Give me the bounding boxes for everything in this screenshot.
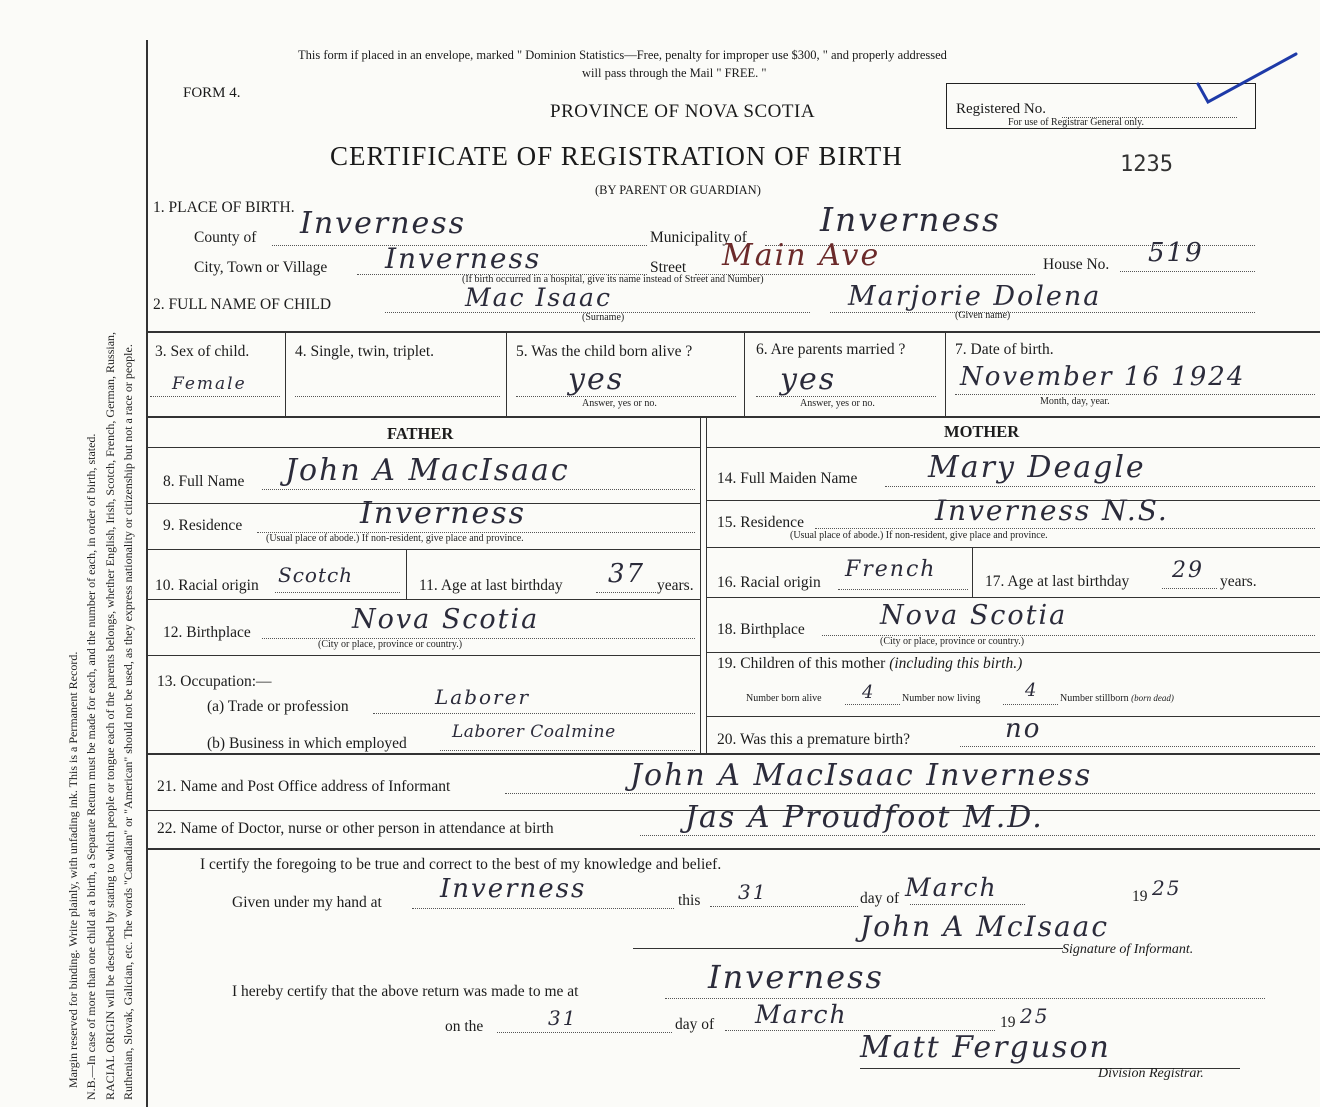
reg-year-prefix: 19 — [1000, 1014, 1016, 1031]
father-name-label: 8. Full Name — [163, 473, 245, 490]
father-years-label: years. — [657, 577, 694, 594]
informant-signature-label: Signature of Informant. — [1062, 942, 1194, 957]
date-of-birth-caption: Month, day, year. — [1040, 396, 1110, 407]
parents-married-value: yes — [780, 362, 837, 397]
registrar-use-note: For use of Registrar General only. — [1008, 117, 1144, 128]
city-value: Inverness — [385, 242, 542, 275]
mother-residence-value: Inverness N.S. — [935, 494, 1169, 527]
certify-statement: I certify the foregoing to be true and correct to the best of my knowledge and belief. — [200, 856, 722, 873]
mother-residence-label: 15. Residence — [717, 514, 804, 531]
informant-value: John A MacIsaac Inverness — [630, 758, 1093, 793]
given-place-value: Inverness — [440, 874, 587, 904]
parents-married-label: 6. Are parents married ? — [756, 341, 906, 358]
street-value: Main Ave — [722, 238, 881, 273]
margin-note-multiple-births: N.B.—In case of more than one child at a birth, a Separate Return must be made for each, and the number of each, in order of birth, stated. — [84, 433, 98, 1100]
day-of-label: day of — [860, 890, 900, 907]
born-alive-count-value: 4 — [862, 682, 876, 703]
mother-birthplace-caption: (City or place, province or country.) — [880, 636, 1025, 647]
mother-birthplace-value: Nova Scotia — [880, 600, 1068, 631]
living-count-label: Number now living — [902, 693, 981, 704]
stillborn-count-label — [1060, 693, 1174, 704]
born-alive-value: yes — [568, 362, 625, 397]
mother-race-label: 16. Racial origin — [717, 574, 821, 591]
house-no-value: 519 — [1148, 238, 1204, 268]
hospital-note: (If birth occurred in a hospital, give its name instead of Street and Number) — [462, 274, 764, 285]
mother-race-value: French — [845, 557, 937, 582]
father-residence-value: Inverness — [360, 496, 527, 531]
sex-label: 3. Sex of child. — [155, 343, 250, 360]
reg-year-value: 25 — [1020, 1004, 1050, 1028]
living-count-value: 4 — [1025, 680, 1039, 701]
given-under-label: Given under my hand at — [232, 894, 382, 911]
mother-heading: MOTHER — [944, 422, 1020, 441]
given-name-caption: (Given name) — [955, 310, 1011, 321]
place-of-birth-label: 1. PLACE OF BIRTH. — [153, 199, 295, 216]
county-label: County of — [194, 229, 257, 246]
reg-day-of-label: day of — [675, 1016, 715, 1033]
mother-years-label: years. — [1220, 573, 1257, 590]
province-heading: PROVINCE OF NOVA SCOTIA — [550, 101, 816, 122]
county-value: Inverness — [300, 206, 467, 241]
registrar-signature: Matt Ferguson — [860, 1030, 1111, 1065]
father-age-value: 37 — [608, 559, 646, 589]
father-abode-caption: (Usual place of abode.) If non-resident, give place and province. — [266, 533, 524, 544]
father-age-label: 11. Age at last birthday — [419, 577, 563, 594]
on-the-label: on the — [445, 1018, 484, 1035]
cert-day-value: 31 — [738, 880, 768, 904]
cert-month-value: March — [905, 873, 998, 902]
premature-value: no — [1005, 714, 1042, 744]
margin-note-racial-origin: RACIAL ORIGIN will be described by stating to which people or tongue each of the parents belongs, whether English, Irish, Scotch, French, German, Russian, — [103, 331, 117, 1100]
informant-label: 21. Name and Post Office address of Informant — [157, 778, 451, 795]
mother-abode-caption: (Usual place of abode.) If non-resident, give place and province. — [790, 530, 1048, 541]
certificate-subtitle: (BY PARENT OR GUARDIAN) — [595, 183, 761, 197]
father-residence-label: 9. Residence — [163, 517, 243, 534]
house-no-label: House No. — [1043, 256, 1110, 273]
business-value: Laborer Coalmine — [452, 722, 616, 742]
informant-signature: John A McIsaac — [860, 910, 1110, 943]
stillborn-label-text: Number stillborn — [1060, 693, 1129, 704]
occupation-label: 13. Occupation:— — [157, 673, 272, 690]
certificate-title: CERTIFICATE OF REGISTRATION OF BIRTH — [330, 141, 903, 171]
father-birthplace-caption: (City or place, province or country.) — [318, 639, 463, 650]
born-alive-count-label: Number born alive — [746, 693, 822, 704]
stillborn-label-note: (born dead) — [1131, 693, 1174, 703]
reg-day-value: 31 — [548, 1006, 578, 1030]
father-race-label: 10. Racial origin — [155, 577, 259, 594]
date-of-birth-label: 7. Date of birth. — [955, 341, 1054, 358]
date-of-birth-value: November 16 1924 — [960, 362, 1246, 392]
margin-note-binding: Margin reserved for binding. Write plainly, with unfading ink. This is a Permanent Record. — [66, 651, 80, 1088]
father-race-value: Scotch — [278, 563, 354, 587]
child-surname-value: Mac Isaac — [465, 283, 612, 312]
mother-age-label: 17. Age at last birthday — [985, 573, 1130, 590]
mother-age-value: 29 — [1172, 558, 1204, 583]
children-label-note: (including this birth.) — [889, 655, 1023, 672]
father-heading: FATHER — [387, 424, 454, 443]
plurality-label: 4. Single, twin, triplet. — [295, 343, 435, 360]
reg-month-value: March — [755, 1000, 848, 1029]
envelope-notice-line1: This form if placed in an envelope, marked " Dominion Statistics—Free, penalty for improper use $300, " and properly addressed — [298, 48, 947, 62]
year-prefix: 19 — [1132, 888, 1148, 905]
father-birthplace-label: 12. Birthplace — [163, 624, 251, 641]
form-left-border — [146, 40, 148, 1107]
mother-birthplace-label: 18. Birthplace — [717, 621, 805, 638]
children-label-text: 19. Children of this mother — [717, 655, 886, 672]
municipality-label: Municipality of — [650, 229, 747, 246]
cert-year-value: 25 — [1152, 876, 1182, 900]
envelope-notice-line2: will pass through the Mail " FREE. " — [582, 66, 767, 80]
born-alive-caption: Answer, yes or no. — [582, 398, 657, 409]
child-name-label: 2. FULL NAME OF CHILD — [153, 296, 332, 313]
child-given-name-value: Marjorie Dolena — [848, 281, 1102, 312]
parents-married-caption: Answer, yes or no. — [800, 398, 875, 409]
father-birthplace-value: Nova Scotia — [352, 604, 540, 635]
trade-label: (a) Trade or profession — [207, 698, 349, 715]
street-label: Street — [650, 259, 687, 276]
children-label — [717, 655, 1022, 673]
doctor-label: 22. Name of Doctor, nurse or other person in attendance at birth — [157, 820, 554, 837]
sex-value: Female — [172, 374, 247, 394]
division-registrar-label: Division Registrar. — [1098, 1066, 1204, 1081]
trade-value: Laborer — [435, 685, 531, 709]
registered-no-label: Registered No. — [956, 101, 1046, 117]
stamp-number: 1235 — [1120, 152, 1173, 177]
premature-label: 20. Was this a premature birth? — [717, 731, 911, 748]
born-alive-label: 5. Was the child born alive ? — [516, 343, 693, 360]
father-name-value: John A MacIsaac — [285, 453, 570, 488]
mother-name-value: Mary Deagle — [928, 450, 1146, 485]
business-label: (b) Business in which employed — [207, 735, 407, 752]
margin-note-racial-origin-cont: Ruthenian, Slovak, Galician, etc. The words "Canadian" or "American" should not be used, as they express nationality or citizenship but not a race or people. — [121, 344, 135, 1100]
city-label: City, Town or Village — [194, 259, 328, 276]
registrar-statement: I hereby certify that the above return was made to me at — [232, 983, 579, 1000]
this-label: this — [678, 892, 701, 909]
registrar-place-value: Inverness — [708, 958, 884, 996]
mother-name-label: 14. Full Maiden Name — [717, 470, 858, 487]
surname-caption: (Surname) — [582, 312, 625, 323]
municipality-value: Inverness — [820, 200, 1001, 239]
doctor-value: Jas A Proudfoot M.D. — [685, 800, 1044, 835]
form-number: FORM 4. — [183, 85, 241, 101]
checkmark-icon — [1196, 50, 1300, 110]
